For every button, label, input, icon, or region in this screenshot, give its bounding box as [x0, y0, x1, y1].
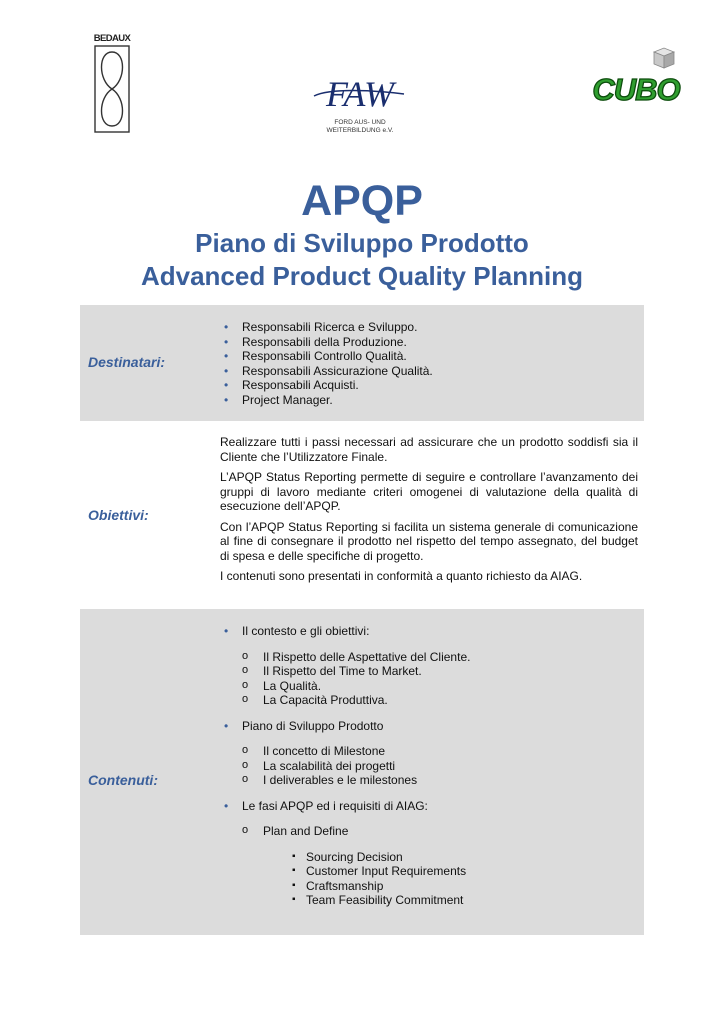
list-item: o Il concetto di Milestone — [220, 744, 638, 759]
list-item: ▪ Sourcing Decision — [220, 850, 638, 865]
list-item: • Il contesto e gli obiettivi: — [220, 624, 638, 639]
list-item: o Il Rispetto delle Aspettative del Cliente. — [220, 650, 638, 665]
list-item: o La Capacità Produttiva. — [220, 693, 638, 708]
obiettivi-paragraph: Con l’APQP Status Reporting si facilita un sistema generale di comunicazione al fine di consegnare il prodotto nel rispetto del tempo assegnato, del budget di spesa e delle specifiche di progetto. — [220, 519, 638, 563]
list-item: ▪ Team Feasibility Commitment — [220, 893, 638, 908]
cubo-logo-text: CUBO — [592, 72, 680, 107]
section-contenuti — [80, 609, 644, 935]
obiettivi-paragraph: L’APQP Status Reporting permette di seguire e controllare l’avanzamento dei gruppi di lavoro mediante criteri omogenei di valutazione della qualità di esecuzione dell’APQP. — [220, 470, 638, 513]
destinatari-list — [220, 320, 638, 407]
list-item: • Responsabili Controllo Qualità. — [220, 349, 638, 364]
logo-bar — [0, 0, 724, 150]
faw-logo — [312, 66, 408, 142]
faw-logo-mark: FAW — [326, 74, 394, 114]
list-item: o Plan and Define — [220, 824, 638, 839]
cubo-logo — [588, 46, 684, 108]
list-item: ▪ Craftsmanship — [220, 879, 638, 894]
list-item: o La Qualità. — [220, 679, 638, 694]
bedaux-logo-text: BEDAUX — [93, 33, 131, 44]
faw-logo-line1: FORD AUS- UND — [334, 119, 386, 126]
destinatari-body — [220, 320, 638, 407]
obiettivi-paragraph: I contenuti sono presentati in conformità a quanto richiesto da AIAG. — [220, 569, 583, 583]
page-title: APQP — [301, 177, 423, 225]
list-item: o Il Rispetto del Time to Market. — [220, 664, 638, 679]
page-subtitle-english: Advanced Product Quality Planning — [140, 261, 584, 291]
list-item: ▪ Customer Input Requirements — [220, 864, 638, 879]
section-obiettivi — [80, 423, 644, 607]
list-item: • Piano di Sviluppo Prodotto — [220, 719, 638, 734]
list-item: • Responsabili Assicurazione Qualità. — [220, 364, 638, 379]
list-item: • Responsabili della Produzione. — [220, 335, 638, 350]
list-item: • Responsabili Acquisti. — [220, 378, 638, 393]
obiettivi-label: Obiettivi: — [88, 507, 149, 523]
list-item: o La scalabilità dei progetti — [220, 759, 638, 774]
list-item: • Le fasi APQP ed i requisiti di AIAG: — [220, 799, 638, 814]
page-subtitle-italian: Piano di Sviluppo Prodotto — [195, 228, 529, 258]
faw-logo-line2: WEITERBILDUNG e.V. — [326, 127, 394, 134]
section-destinatari — [80, 305, 644, 421]
list-item: • Project Manager. — [220, 393, 638, 408]
contenuti-body — [220, 624, 638, 908]
obiettivi-body — [220, 435, 638, 584]
contenuti-label: Contenuti: — [88, 772, 158, 788]
obiettivi-paragraph: Realizzare tutti i passi necessari ad assicurare che un prodotto soddisfi sia il Cliente che l’Utilizzatore Finale. — [220, 435, 638, 464]
bedaux-logo — [92, 30, 132, 134]
list-item: o I deliverables e le milestones — [220, 773, 638, 788]
list-item: • Responsabili Ricerca e Sviluppo. — [220, 320, 638, 335]
contenuti-list — [220, 624, 638, 908]
destinatari-label: Destinatari: — [88, 354, 166, 370]
